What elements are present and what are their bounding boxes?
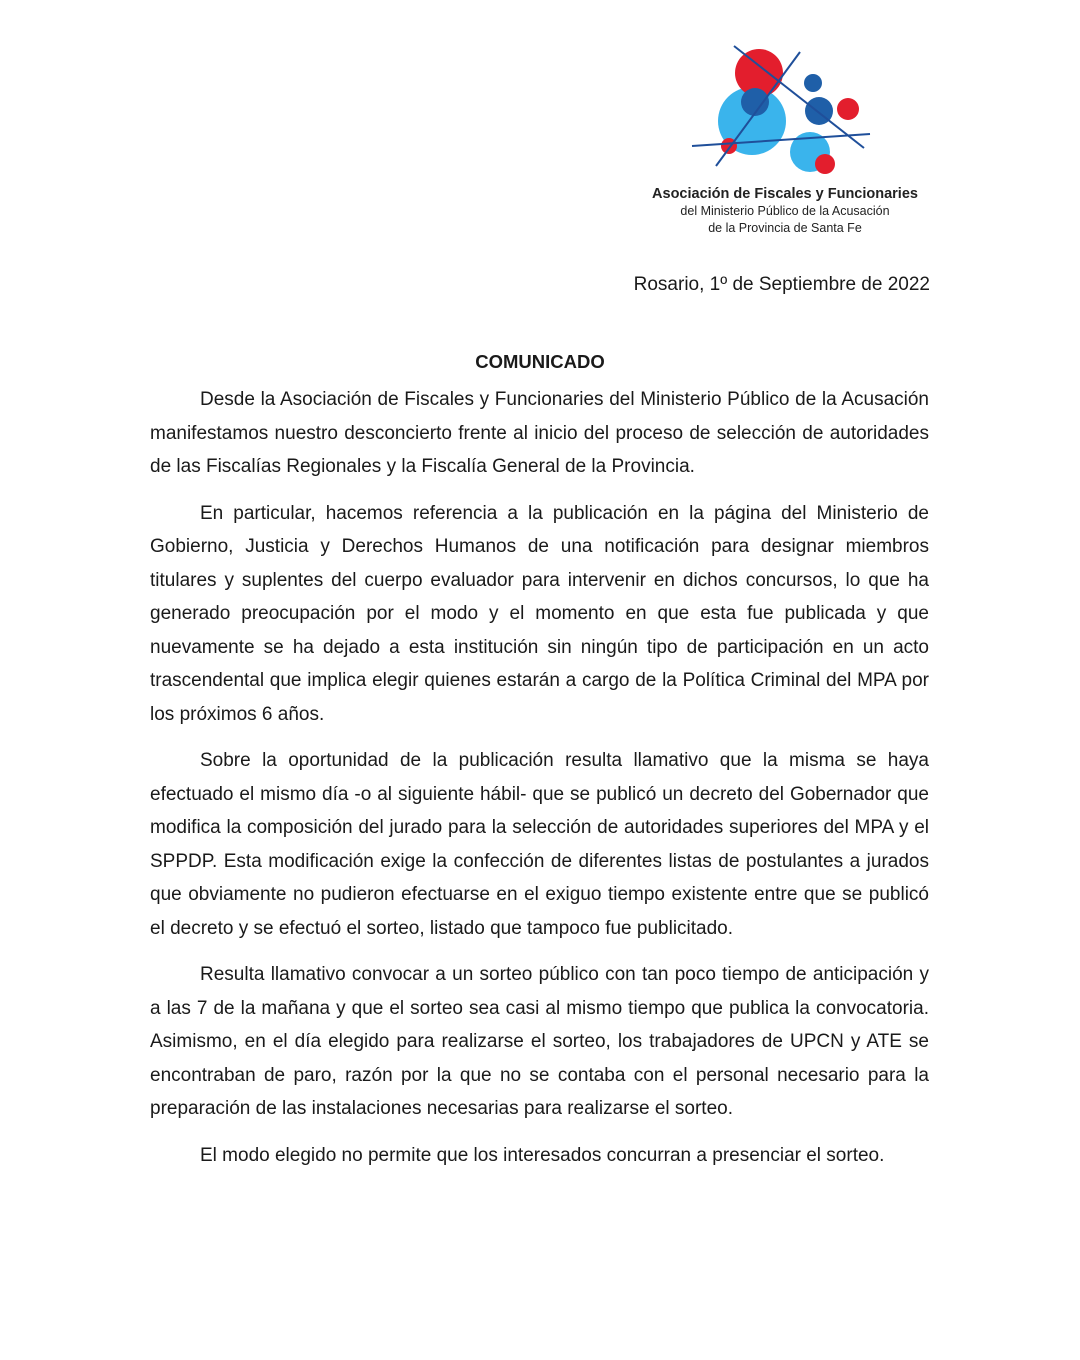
organization-line-2: del Ministerio Público de la Acusación: [680, 204, 890, 218]
paragraph: El modo elegido no permite que los interesados concurran a presenciar el sorteo.: [200, 1144, 885, 1166]
association-logo: [688, 42, 874, 182]
paragraph: Resulta llamativo convocar a un sorteo público con tan poco tiempo de anticipación y a las 7 de la mañana y que el sorteo sea casi al mismo tiempo que publica la convocatoria. Asimismo, en el día elegido para realizarse el sorteo, los trabajadores de UPCN y ATE se encontraban de paro, razón por la que no se contaba con el personal necesario para la preparación de las instalaciones necesarias para realizarse el sorteo.: [150, 964, 929, 1119]
paragraph: Sobre la oportunidad de la publicación resulta llamativo que la misma se haya efectuado el mismo día -o al siguiente hábil- que se publicó un decreto del Gobernador que modifica la composición del jurado para la selección de autoridades superiores del MPA y el SPPDP. Esta modificación exige la confección de diferentes listas de postulantes a jurados que obviamente no pudieron efectuarse en el exiguo tiempo existente entre que se publicó el decreto y se efectuó el sorteo, listado que tampoco fue publicitado.: [150, 750, 929, 939]
document-body: [150, 383, 929, 1185]
logo-circle-dark-blue-small: [804, 74, 822, 92]
logo-circle-red-right: [837, 98, 859, 120]
organization-name: Asociación de Fiscales y Funcionaries: [652, 186, 918, 202]
organization-block: [640, 186, 930, 237]
paragraph: En particular, hacemos referencia a la publicación en la página del Ministerio de Gobierno, Justicia y Derechos Humanos de una notificación para designar miembros titulares y suplentes del cuerpo evaluador para intervenir en dichos concursos, lo que ha generado preocupación por el modo y el momento en que esta fue publicada y que nuevamente se ha dejado a esta institución sin ningún tipo de participación en un acto trascendental que implica elegir quienes estarán a cargo de la Política Criminal del MPA por los próximos 6 años.: [150, 502, 929, 725]
date-line: Rosario, 1º de Septiembre de 2022: [633, 274, 930, 295]
paragraph: Desde la Asociación de Fiscales y Funcionaries del Ministerio Público de la Acusación manifestamos nuestro desconcierto frente al inicio del proceso de selección de autoridades de las Fiscalías Regionales y la Fiscalía General de la Provincia.: [150, 389, 929, 477]
organization-line-3: de la Provincia de Santa Fe: [708, 221, 862, 235]
logo-circle-red-bottom: [815, 154, 835, 174]
document-title: COMUNICADO: [475, 351, 605, 372]
